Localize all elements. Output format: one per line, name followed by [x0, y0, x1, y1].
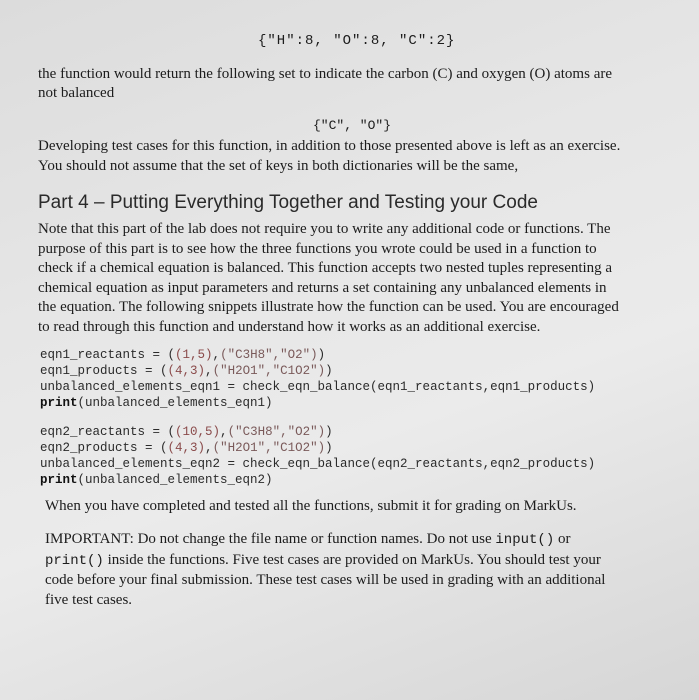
- text-line: not balanced: [38, 85, 115, 101]
- paragraph-submit: When you have completed and tested all the functions, submit it for grading on MarkUs.: [45, 498, 577, 514]
- dict-snippet: {"H":8, "O":8, "C":2}: [258, 33, 456, 49]
- code-snippet-eqn1: [40, 347, 595, 411]
- text-line: check if a chemical equation is balanced. This function accepts two nested tuples representing a: [38, 260, 613, 277]
- text-line: You should not assume that the set of keys in both dictionaries will be the same,: [38, 158, 519, 174]
- code-line: print(unbalanced_elements_eqn1): [40, 396, 273, 410]
- text-line: to read through this function and understand how it works as an additional exercise.: [38, 318, 541, 335]
- text-line: code before your final submission. These test cases will be used in grading with an additional: [45, 572, 606, 588]
- code-snippet-eqn2: [40, 424, 595, 488]
- text-line: the function would return the following set to indicate the carbon (C) and oxygen (O) atoms are: [38, 66, 612, 82]
- set-snippet: {"C", "O"}: [313, 118, 392, 133]
- text-line: Developing test cases for this function, in addition to those presented above is left as an exercise.: [38, 138, 621, 154]
- text-line: the equation. The following snippets illustrate how the function can be used. You are encouraged: [38, 299, 619, 316]
- text-line: chemical equation as input parameters and returns a set containing any unbalanced elements in: [38, 279, 607, 296]
- important-label: IMPORTANT: [45, 531, 130, 547]
- code-line: unbalanced_elements_eqn1 = check_eqn_balance(eqn1_reactants,eqn1_products): [40, 380, 596, 394]
- code-line: eqn1_reactants = ((1,5),("C3H8","O2")): [40, 348, 326, 362]
- text-line: purpose of this part is to see how the three functions you wrote could be used in a function to: [38, 240, 597, 257]
- paragraph-test-cases: [38, 136, 620, 176]
- text-line: five test cases.: [45, 591, 133, 608]
- text-line: print() inside the functions. Five test cases are provided on MarkUs. You should test your: [45, 551, 601, 569]
- code-line: eqn2_products = ((4,3),("H2O1","C1O2")): [40, 441, 333, 455]
- code-line: eqn1_products = ((4,3),("H2O1","C1O2")): [40, 364, 333, 378]
- paragraph-return-set: [38, 65, 612, 103]
- code-line: unbalanced_elements_eqn2 = check_eqn_balance(eqn2_reactants,eqn2_products): [40, 457, 596, 471]
- paragraph-important: [45, 530, 605, 610]
- code-line: eqn2_reactants = ((10,5),("C3H8","O2")): [40, 425, 333, 439]
- part4-heading: Part 4 – Putting Everything Together and Testing your Code: [38, 192, 538, 213]
- text-line: Note that this part of the lab does not require you to write any additional code or functions. The: [38, 221, 611, 237]
- code-line: print(unbalanced_elements_eqn2): [40, 473, 273, 487]
- paragraph-part4-intro: [38, 220, 619, 338]
- text-line: IMPORTANT: Do not change the file name or function names. Do not use input() or: [45, 531, 571, 548]
